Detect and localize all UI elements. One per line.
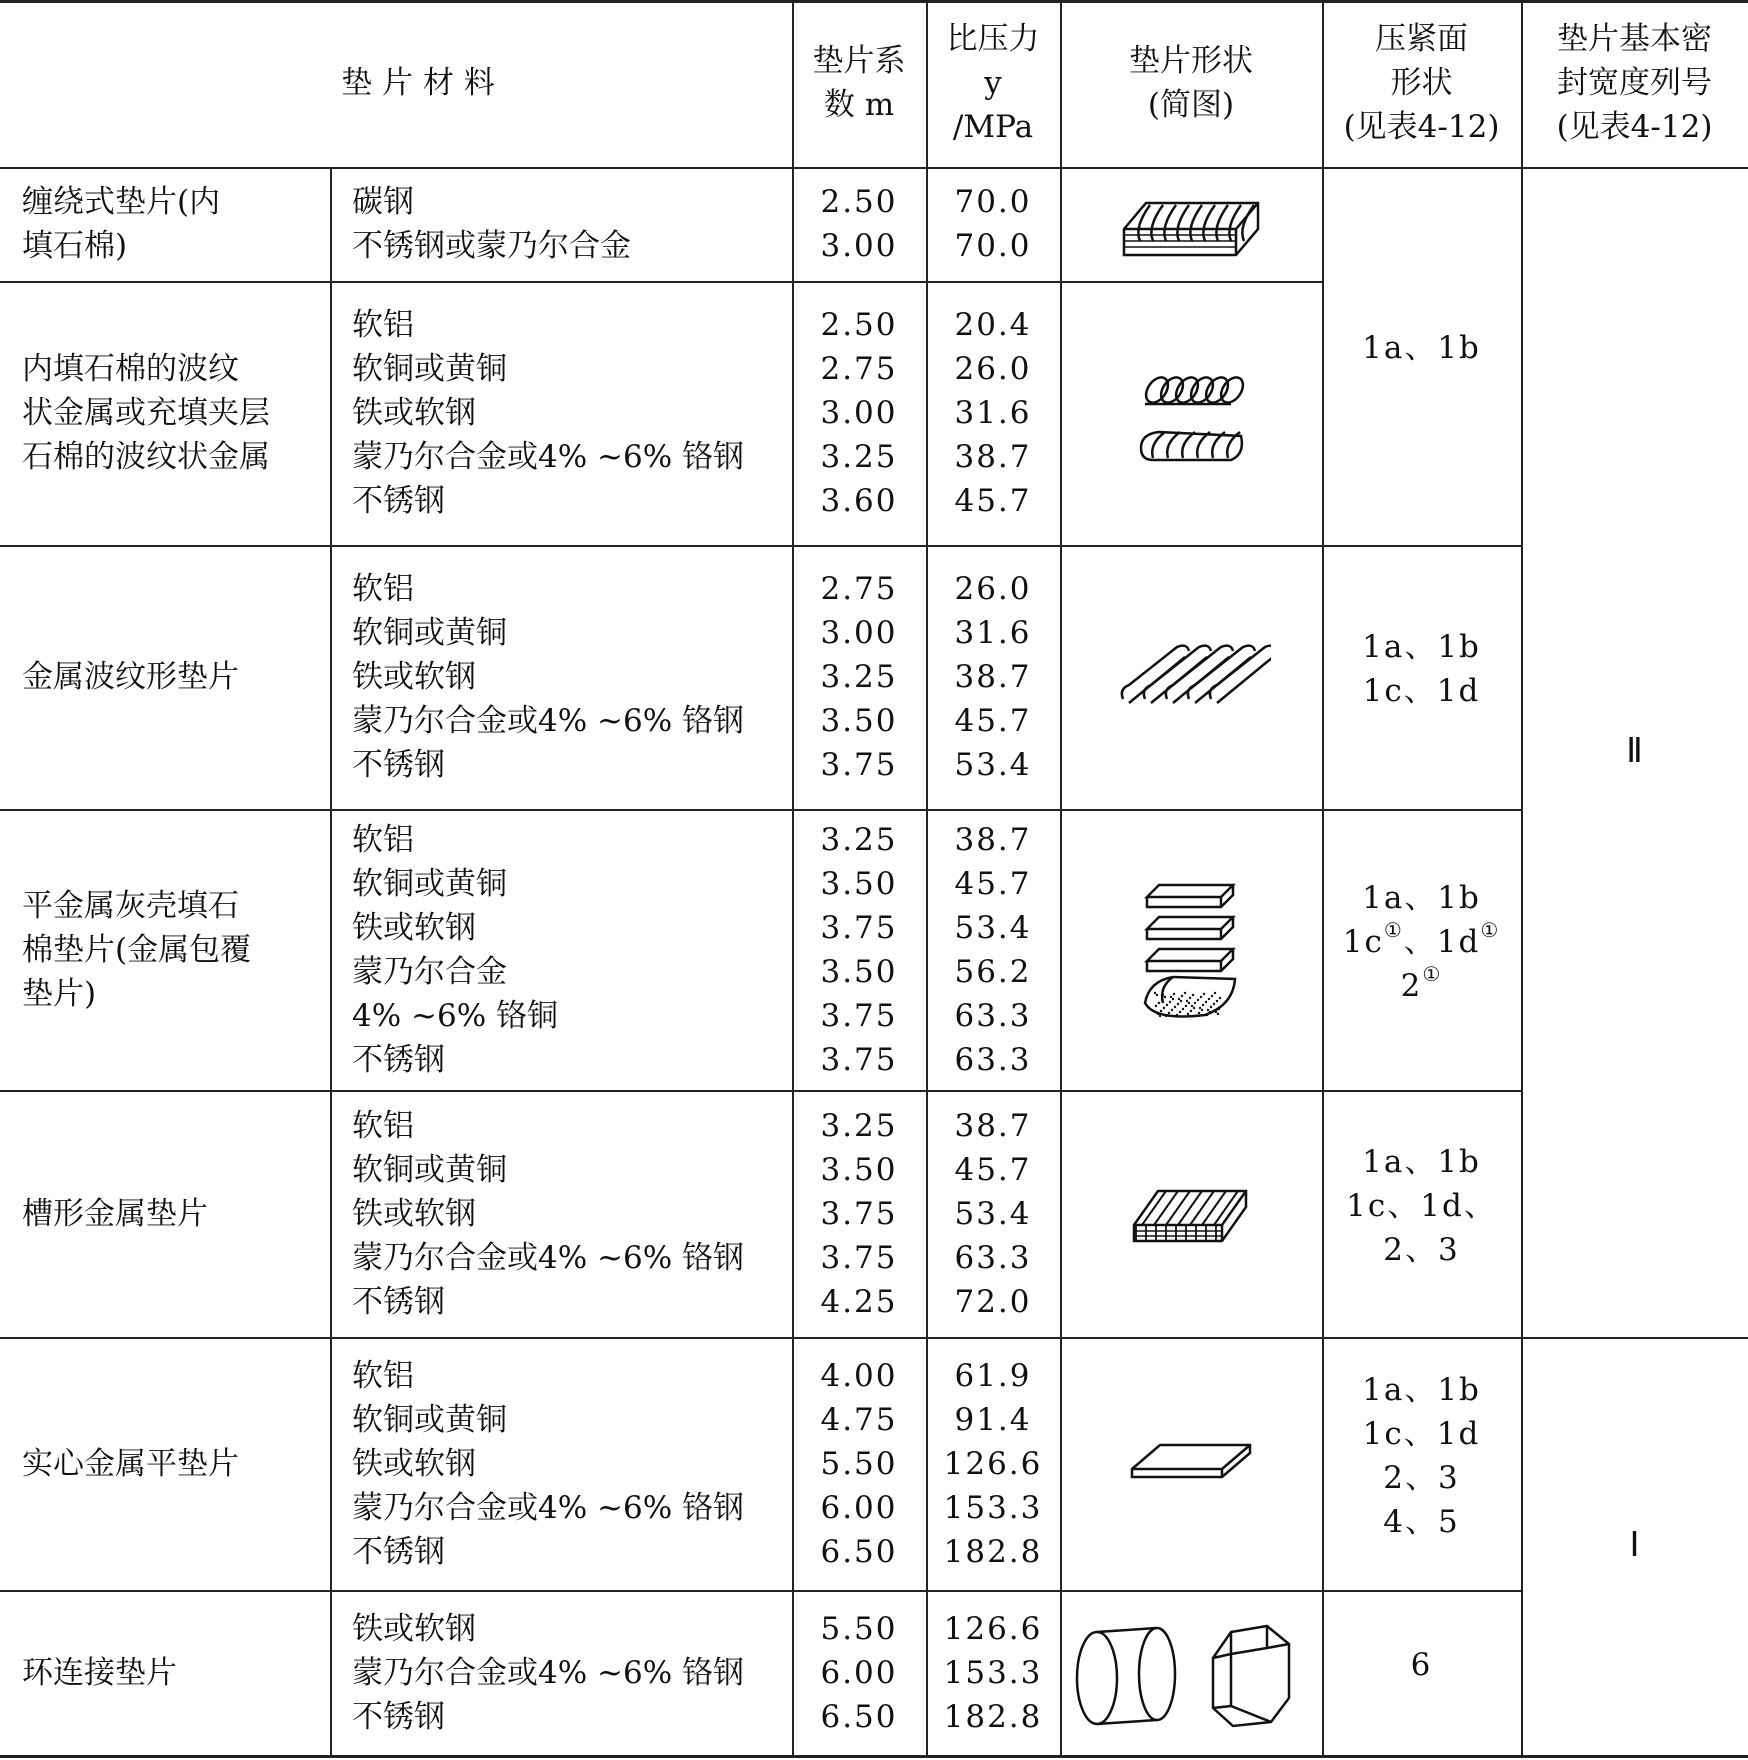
header-m — [813, 39, 906, 127]
table-top-rule — [0, 0, 1748, 3]
row-materials — [352, 180, 631, 268]
row-m-values-line: 5.50 — [820, 1610, 898, 1647]
row-y-values — [954, 180, 1031, 268]
width-group-II: Ⅱ — [1626, 733, 1643, 770]
header-material: 垫 片 材 料 — [341, 65, 495, 101]
row-category-line: 平金属灰壳填石 — [22, 887, 239, 924]
face-group-line: 2① — [1400, 961, 1443, 1004]
header-shape — [1129, 39, 1253, 127]
row-y-values-line: 182.8 — [943, 1533, 1043, 1570]
row-y-values-line: 31.6 — [954, 395, 1032, 431]
row-y-values-line: 56.2 — [954, 953, 1032, 990]
row-y-values-line: 53.4 — [954, 1195, 1032, 1232]
body-column-rule — [330, 167, 332, 1755]
header-column-rule — [926, 0, 928, 167]
row-m-values-line: 6.50 — [820, 1698, 898, 1735]
row-m-values-line: 3.50 — [820, 865, 898, 902]
row-y-values-line: 38.7 — [954, 1107, 1032, 1144]
row-m-values — [820, 180, 897, 268]
row-y-values-line: 53.4 — [954, 747, 1032, 783]
body-column-rule — [792, 167, 794, 1755]
spiral-wound-gasket-icon — [1116, 189, 1266, 259]
row-materials — [352, 1354, 744, 1574]
row-category-line: 实心金属平垫片 — [22, 1445, 239, 1482]
face-rule — [1322, 1590, 1521, 1592]
face-rule — [1322, 1090, 1521, 1092]
row-y-values-line: 53.4 — [954, 909, 1032, 946]
row-materials-line: 铁或软钢 — [352, 1195, 476, 1232]
face-group — [1362, 326, 1481, 370]
face-group-line: 2、3 — [1383, 1459, 1460, 1496]
row-materials-line: 软铝 — [352, 821, 414, 858]
footnote-mark: ① — [1383, 917, 1404, 942]
header-face-line: (见表4-12) — [1343, 109, 1500, 145]
body-column-rule — [1521, 167, 1523, 1755]
row-y-values-line: 45.7 — [954, 865, 1032, 902]
row-materials-line: 软铜或黄铜 — [352, 615, 507, 651]
header-column-rule — [1521, 0, 1523, 167]
row-category-line: 石棉的波纹状金属 — [22, 439, 270, 475]
row-category-line: 缠绕式垫片(内 — [22, 184, 221, 220]
row-m-values-line: 2.75 — [820, 351, 898, 387]
header-face — [1344, 17, 1500, 149]
row-materials-line: 铁或软钢 — [352, 1445, 476, 1482]
face-group-line: 1a、1b — [1362, 1143, 1481, 1180]
face-rule — [1322, 545, 1521, 547]
row-materials — [352, 1104, 744, 1324]
row-m-values — [820, 1104, 897, 1324]
row-m-values — [820, 1354, 897, 1574]
face-group — [1362, 1368, 1481, 1544]
row-category-line: 环连接垫片 — [22, 1654, 177, 1691]
row-rule — [0, 1090, 1322, 1092]
row-rule — [0, 545, 1322, 547]
row-materials-line: 软铜或黄铜 — [352, 351, 507, 387]
row-y-values-line: 45.7 — [954, 1151, 1032, 1188]
footnote-mark: ① — [1422, 961, 1443, 986]
row-y-values — [954, 818, 1031, 1082]
face-rule — [1322, 1337, 1521, 1339]
row-y-values-line: 63.3 — [954, 1041, 1032, 1078]
row-m-values-line: 3.00 — [820, 615, 898, 651]
corrugated-metal-gasket-icon — [1111, 641, 1271, 713]
row-m-values-line: 4.00 — [820, 1357, 898, 1394]
footnote-mark: ① — [1480, 917, 1501, 942]
face-group-line: 1c、1d — [1362, 673, 1481, 709]
row-y-values-line: 45.7 — [954, 483, 1032, 519]
body-column-rule — [1322, 167, 1324, 1755]
header-column-rule — [1322, 0, 1324, 167]
row-y-values-line: 126.6 — [943, 1610, 1043, 1647]
row-y-values-line: 72.0 — [954, 1283, 1032, 1320]
row-y-values-line: 20.4 — [954, 307, 1032, 343]
row-y-values-line: 45.7 — [954, 703, 1032, 739]
row-m-values — [820, 567, 897, 787]
row-m-values-line: 2.50 — [820, 184, 898, 220]
row-y-values — [954, 303, 1031, 523]
row-y-values-line: 38.7 — [954, 439, 1032, 475]
face-group-line: 4、5 — [1383, 1503, 1460, 1540]
row-materials-line: 软铜或黄铜 — [352, 1401, 507, 1438]
face-group — [1362, 625, 1481, 713]
row-materials-line: 铁或软钢 — [352, 659, 476, 695]
row-materials-line: 不锈钢 — [352, 483, 445, 519]
row-materials-line: 不锈钢 — [352, 1533, 445, 1570]
ring-joint-gasket-icon — [1071, 1622, 1311, 1732]
row-materials-line: 蒙乃尔合金或4% ~6% 铬钢 — [352, 1654, 745, 1691]
face-group-line: 1a、1b — [1362, 629, 1481, 665]
header-width — [1557, 17, 1713, 149]
row-category — [22, 180, 220, 268]
row-materials-line: 蒙乃尔合金 — [352, 953, 507, 990]
body-column-rule — [926, 167, 928, 1755]
row-m-values-line: 3.50 — [820, 703, 898, 739]
row-m-values — [820, 1607, 897, 1739]
header-face-line: 压紧面 — [1375, 21, 1468, 57]
row-y-values-line: 153.3 — [943, 1489, 1043, 1526]
row-y-values — [954, 567, 1031, 787]
row-materials-line: 铁或软钢 — [352, 1610, 476, 1647]
row-m-values-line: 5.50 — [820, 1445, 898, 1482]
face-group-line: 1a、1b — [1362, 330, 1481, 366]
row-materials-line: 蒙乃尔合金或4% ~6% 铬钢 — [352, 1239, 745, 1276]
header-y — [947, 17, 1040, 149]
header-m-line: 数 m — [823, 87, 895, 123]
row-y-values-line: 70.0 — [954, 184, 1032, 220]
face-group — [1343, 876, 1501, 1008]
face-group — [1346, 1140, 1497, 1272]
table-bottom-rule — [0, 1755, 1748, 1758]
row-y-values-line: 38.7 — [954, 659, 1032, 695]
face-group-line: 6 — [1410, 1646, 1433, 1683]
row-m-values-line: 4.75 — [820, 1401, 898, 1438]
header-face-line: 形状 — [1390, 65, 1453, 101]
row-category-line: 内填石棉的波纹 — [22, 351, 239, 387]
row-m-values-line: 3.25 — [820, 659, 898, 695]
row-m-values-line: 3.00 — [820, 228, 898, 264]
row-category — [22, 347, 270, 479]
header-width-line: (见表4-12) — [1556, 109, 1713, 145]
row-m-values-line: 2.75 — [820, 571, 898, 607]
row-rule — [0, 809, 1322, 811]
row-m-values-line: 2.50 — [820, 307, 898, 343]
row-materials-line: 软铝 — [352, 307, 414, 343]
header-y-line: 比压力 — [946, 21, 1040, 57]
row-category — [22, 655, 239, 699]
row-materials-line: 碳钢 — [352, 184, 414, 220]
row-materials-line: 软铜或黄铜 — [352, 865, 507, 902]
row-materials-line: 软铝 — [352, 1107, 414, 1144]
row-category-line: 填石棉) — [22, 228, 128, 264]
row-y-values — [944, 1607, 1043, 1739]
row-y-values-line: 126.6 — [943, 1445, 1043, 1482]
row-m-values-line: 3.50 — [820, 953, 898, 990]
face-group-line: 1a、1b — [1362, 879, 1481, 916]
face-group-line: 1a、1b — [1362, 1371, 1481, 1408]
row-y-values-line: 26.0 — [954, 571, 1032, 607]
row-m-values-line: 3.00 — [820, 395, 898, 431]
header-m-line: 垫片系 — [812, 43, 906, 79]
face-rule — [1322, 809, 1521, 811]
row-y-values-line: 31.6 — [954, 615, 1032, 651]
row-materials-line: 蒙乃尔合金或4% ~6% 铬钢 — [352, 439, 745, 475]
row-category-line: 状金属或充填夹层 — [22, 395, 270, 431]
row-y-values-line: 91.4 — [954, 1401, 1032, 1438]
row-m-values-line: 3.50 — [820, 1151, 898, 1188]
row-y-values-line: 153.3 — [943, 1654, 1043, 1691]
width-group-I: Ⅰ — [1629, 1527, 1640, 1564]
row-y-values-line: 63.3 — [954, 1239, 1032, 1276]
row-m-values-line: 6.00 — [820, 1654, 898, 1691]
row-materials — [352, 567, 744, 787]
row-materials-line: 铁或软钢 — [352, 395, 476, 431]
row-rule — [0, 1337, 1322, 1339]
row-m-values-line: 3.75 — [820, 747, 898, 783]
row-category — [22, 884, 251, 1016]
row-materials-line: 铁或软钢 — [352, 909, 476, 946]
row-materials-line: 软铝 — [352, 1357, 414, 1394]
row-materials-line: 不锈钢 — [352, 747, 445, 783]
row-materials-line: 不锈钢或蒙乃尔合金 — [352, 228, 631, 264]
row-m-values-line: 3.60 — [820, 483, 898, 519]
row-m-values-line: 3.75 — [820, 1239, 898, 1276]
row-m-values-line: 3.25 — [820, 439, 898, 475]
row-materials — [352, 818, 558, 1082]
row-y-values-line: 61.9 — [954, 1357, 1032, 1394]
row-m-values-line: 3.75 — [820, 1041, 898, 1078]
row-y-values-line: 63.3 — [954, 997, 1032, 1034]
row-materials-line: 不锈钢 — [352, 1041, 445, 1078]
metal-jacketed-gasket-icon — [1141, 875, 1241, 1025]
row-category — [22, 1192, 208, 1236]
face-group-line: 1c、1d、 — [1346, 1187, 1497, 1224]
face-group — [1411, 1643, 1433, 1687]
row-materials-line: 蒙乃尔合金或4% ~6% 铬钢 — [352, 1489, 745, 1526]
header-width-line: 封宽度列号 — [1557, 65, 1712, 101]
header-shape-line: (简图) — [1147, 87, 1235, 123]
row-rule — [0, 1590, 1322, 1592]
row-y-values-line: 70.0 — [954, 228, 1032, 264]
row-materials-line: 软铜或黄铜 — [352, 1151, 507, 1188]
row-m-values-line: 6.50 — [820, 1533, 898, 1570]
grooved-metal-gasket-icon — [1126, 1183, 1256, 1253]
row-materials-line: 软铝 — [352, 571, 414, 607]
row-m-values-line: 4.25 — [820, 1283, 898, 1320]
header-bottom-rule — [0, 167, 1748, 169]
row-y-values — [954, 1104, 1031, 1324]
solid-flat-metal-gasket-icon — [1126, 1439, 1256, 1489]
header-shape-line: 垫片形状 — [1129, 43, 1253, 79]
row-materials-line: 不锈钢 — [352, 1283, 445, 1320]
face-group-line: 2、3 — [1383, 1231, 1460, 1268]
face-group-line: 1c①、1d① — [1342, 917, 1501, 960]
row-materials-line: 4% ~6% 铬铜 — [352, 997, 559, 1034]
width-rule — [1521, 1337, 1748, 1339]
row-m-values-line: 3.75 — [820, 909, 898, 946]
header-y-line: /MPa — [952, 109, 1034, 145]
row-y-values — [944, 1354, 1043, 1574]
row-y-values-line: 38.7 — [954, 821, 1032, 858]
row-category-line: 槽形金属垫片 — [22, 1195, 208, 1232]
row-category — [22, 1651, 177, 1695]
row-m-values — [820, 818, 897, 1082]
row-rule — [0, 281, 1322, 283]
row-category-line: 金属波纹形垫片 — [22, 659, 239, 695]
row-materials-line: 蒙乃尔合金或4% ~6% 铬钢 — [352, 703, 745, 739]
body-column-rule — [1060, 167, 1062, 1755]
row-m-values-line: 3.75 — [820, 1195, 898, 1232]
row-m-values-line: 3.25 — [820, 821, 898, 858]
row-m-values-line: 3.25 — [820, 1107, 898, 1144]
row-m-values — [820, 303, 897, 523]
row-y-values-line: 26.0 — [954, 351, 1032, 387]
row-m-values-line: 3.75 — [820, 997, 898, 1034]
row-category-line: 棉垫片(金属包覆 — [22, 931, 252, 968]
row-category — [22, 1442, 239, 1486]
row-y-values-line: 182.8 — [943, 1698, 1043, 1735]
corrugated-asbestos-filled-icon — [1131, 366, 1251, 476]
row-materials-line: 不锈钢 — [352, 1698, 445, 1735]
row-category-line: 垫片) — [22, 975, 97, 1012]
row-materials — [352, 1607, 744, 1739]
header-column-rule — [792, 0, 794, 167]
header-column-rule — [1060, 0, 1062, 167]
header-width-line: 垫片基本密 — [1557, 21, 1712, 57]
header-y-line: y — [984, 65, 1002, 101]
row-materials — [352, 303, 744, 523]
row-m-values-line: 6.00 — [820, 1489, 898, 1526]
face-group-line: 1c、1d — [1362, 1415, 1481, 1452]
